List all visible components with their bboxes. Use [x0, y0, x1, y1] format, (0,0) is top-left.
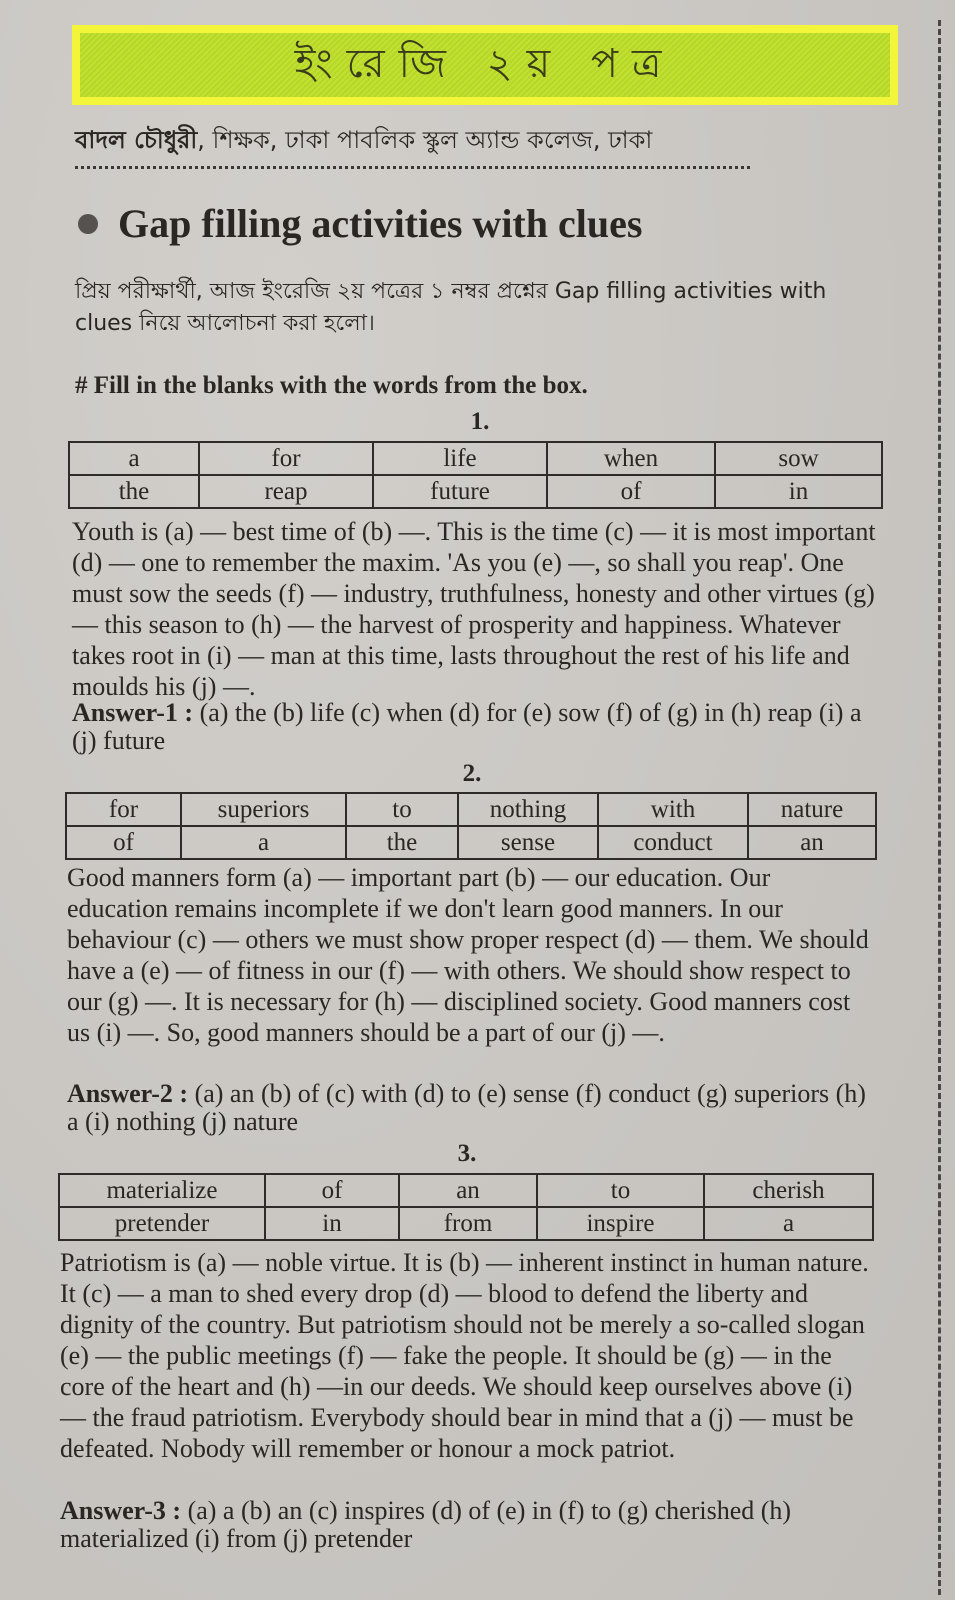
word-cell: when: [547, 442, 715, 475]
answer-label: Answer-3 :: [60, 1496, 182, 1525]
word-cell: sow: [715, 442, 882, 475]
exercise-3-word-box: [58, 1173, 874, 1241]
byline: [75, 122, 652, 162]
word-cell: with: [598, 793, 748, 826]
exercise-2-word-box: [65, 792, 877, 860]
word-cell: a: [704, 1207, 873, 1240]
word-cell: of: [265, 1174, 399, 1207]
page-title: ইংরেজি ২য় পত্র: [294, 40, 676, 87]
exercise-1-number: 1.: [470, 408, 490, 435]
word-box-row: [59, 1174, 873, 1207]
word-cell: from: [399, 1207, 537, 1240]
word-cell: life: [373, 442, 547, 475]
word-cell: the: [346, 826, 458, 859]
word-cell: the: [69, 475, 199, 508]
word-cell: in: [715, 475, 882, 508]
instruction: # Fill in the blanks with the words from the box.: [75, 372, 588, 399]
exercise-2-answer: [67, 1080, 877, 1136]
word-cell: materialize: [59, 1174, 265, 1207]
answer-text: (a) an (b) of (c) with (d) to (e) sense (f) conduct (g) superiors (h) a (i) nothing (j) nature: [67, 1079, 866, 1136]
word-cell: nothing: [458, 793, 598, 826]
word-cell: future: [373, 475, 547, 508]
word-cell: a: [69, 442, 199, 475]
word-cell: of: [66, 826, 181, 859]
word-cell: inspire: [537, 1207, 704, 1240]
word-cell: an: [748, 826, 876, 859]
section-heading: [78, 200, 642, 247]
word-cell: sense: [458, 826, 598, 859]
word-cell: for: [199, 442, 373, 475]
word-cell: to: [346, 793, 458, 826]
exercise-1-word-box: [68, 441, 883, 509]
word-cell: to: [537, 1174, 704, 1207]
header-band: [72, 25, 898, 105]
answer-label: Answer-1 :: [72, 698, 194, 727]
word-cell: for: [66, 793, 181, 826]
word-cell: in: [265, 1207, 399, 1240]
word-cell: reap: [199, 475, 373, 508]
word-box-row: [59, 1207, 873, 1240]
exercise-2-passage: Good manners form (a) — important part (b) — our education. Our education remains incomplete if we don't learn good manners. In our behaviour (c) — others we must show proper respect (d) — them. We should have a (e) — of fitness in our (f) — with others. We should show respect to our (g) —. It is necessary for (h) — disciplined society. Good manners cost us (i) —. So, good manners should be a part of our (j) —.: [67, 863, 869, 1047]
word-cell: conduct: [598, 826, 748, 859]
word-cell: superiors: [181, 793, 346, 826]
answer-text: (a) the (b) life (c) when (d) for (e) sow (f) of (g) in (h) reap (i) a (j) future: [72, 698, 862, 755]
word-cell: nature: [748, 793, 876, 826]
intro-text: প্রিয় পরীক্ষার্থী, আজ ইংরেজি ২য় পত্রের ১ নম্বর প্রশ্নের Gap filling activities with clues নিয়ে আলোচনা করা হলো।: [75, 279, 827, 336]
answer-label: Answer-2 :: [67, 1079, 189, 1108]
author-name: বাদল চৌধুরী: [75, 126, 198, 154]
author-affiliation: , শিক্ষক, ঢাকা পাবলিক স্কুল অ্যান্ড কলেজ, ঢাকা: [197, 126, 653, 154]
exercise-3-passage: Patriotism is (a) — noble virtue. It is (b) — inherent instinct in human nature. It (c) — a man to shed every drop (d) — blood to defend the liberty and dignity of the country. But patriotism should not be merely a so-called slogan (e) — the public meetings (f) — fake the people. It should be (g) — in the core of the heart and (h) —in our deeds. We should keep ourselves above (i) — the fraud patriotism. Everybody should bear in mind that a (j) — must be defeated. Nobody will remember or honour a mock patriot.: [60, 1248, 869, 1463]
header-pattern: [80, 33, 890, 97]
word-cell: an: [399, 1174, 537, 1207]
dotted-divider: [75, 166, 750, 169]
word-cell: of: [547, 475, 715, 508]
exercise-2-number: 2.: [462, 760, 482, 787]
word-cell: cherish: [704, 1174, 873, 1207]
section-title: Gap filling activities with clues: [118, 201, 643, 246]
word-box-row: [66, 793, 876, 826]
word-cell: a: [181, 826, 346, 859]
word-box-row: [66, 826, 876, 859]
bullet-icon: [78, 214, 98, 234]
column-cut-line: [938, 20, 941, 1595]
exercise-1-passage: Youth is (a) — best time of (b) —. This is the time (c) — it is most important (d) — one to remember the maxim. 'As you (e) —, so shall you reap'. One must sow the seeds (f) — industry, truthfulness, honesty and other virtues (g) — this season to (h) — the harvest of prosperity and happiness. Whatever takes root in (i) — man at this time, lasts throughout the rest of his life and moulds his (j) —.: [72, 517, 876, 701]
exercise-3-number: 3.: [457, 1140, 477, 1167]
word-cell: pretender: [59, 1207, 265, 1240]
exercise-1-answer: [72, 699, 882, 755]
word-box-row: [69, 442, 882, 475]
exercise-3-answer: [60, 1497, 875, 1553]
answer-text: (a) a (b) an (c) inspires (d) of (e) in (f) to (g) cherished (h) materialized (i) from (j) pretender: [60, 1496, 792, 1553]
word-box-row: [69, 475, 882, 508]
